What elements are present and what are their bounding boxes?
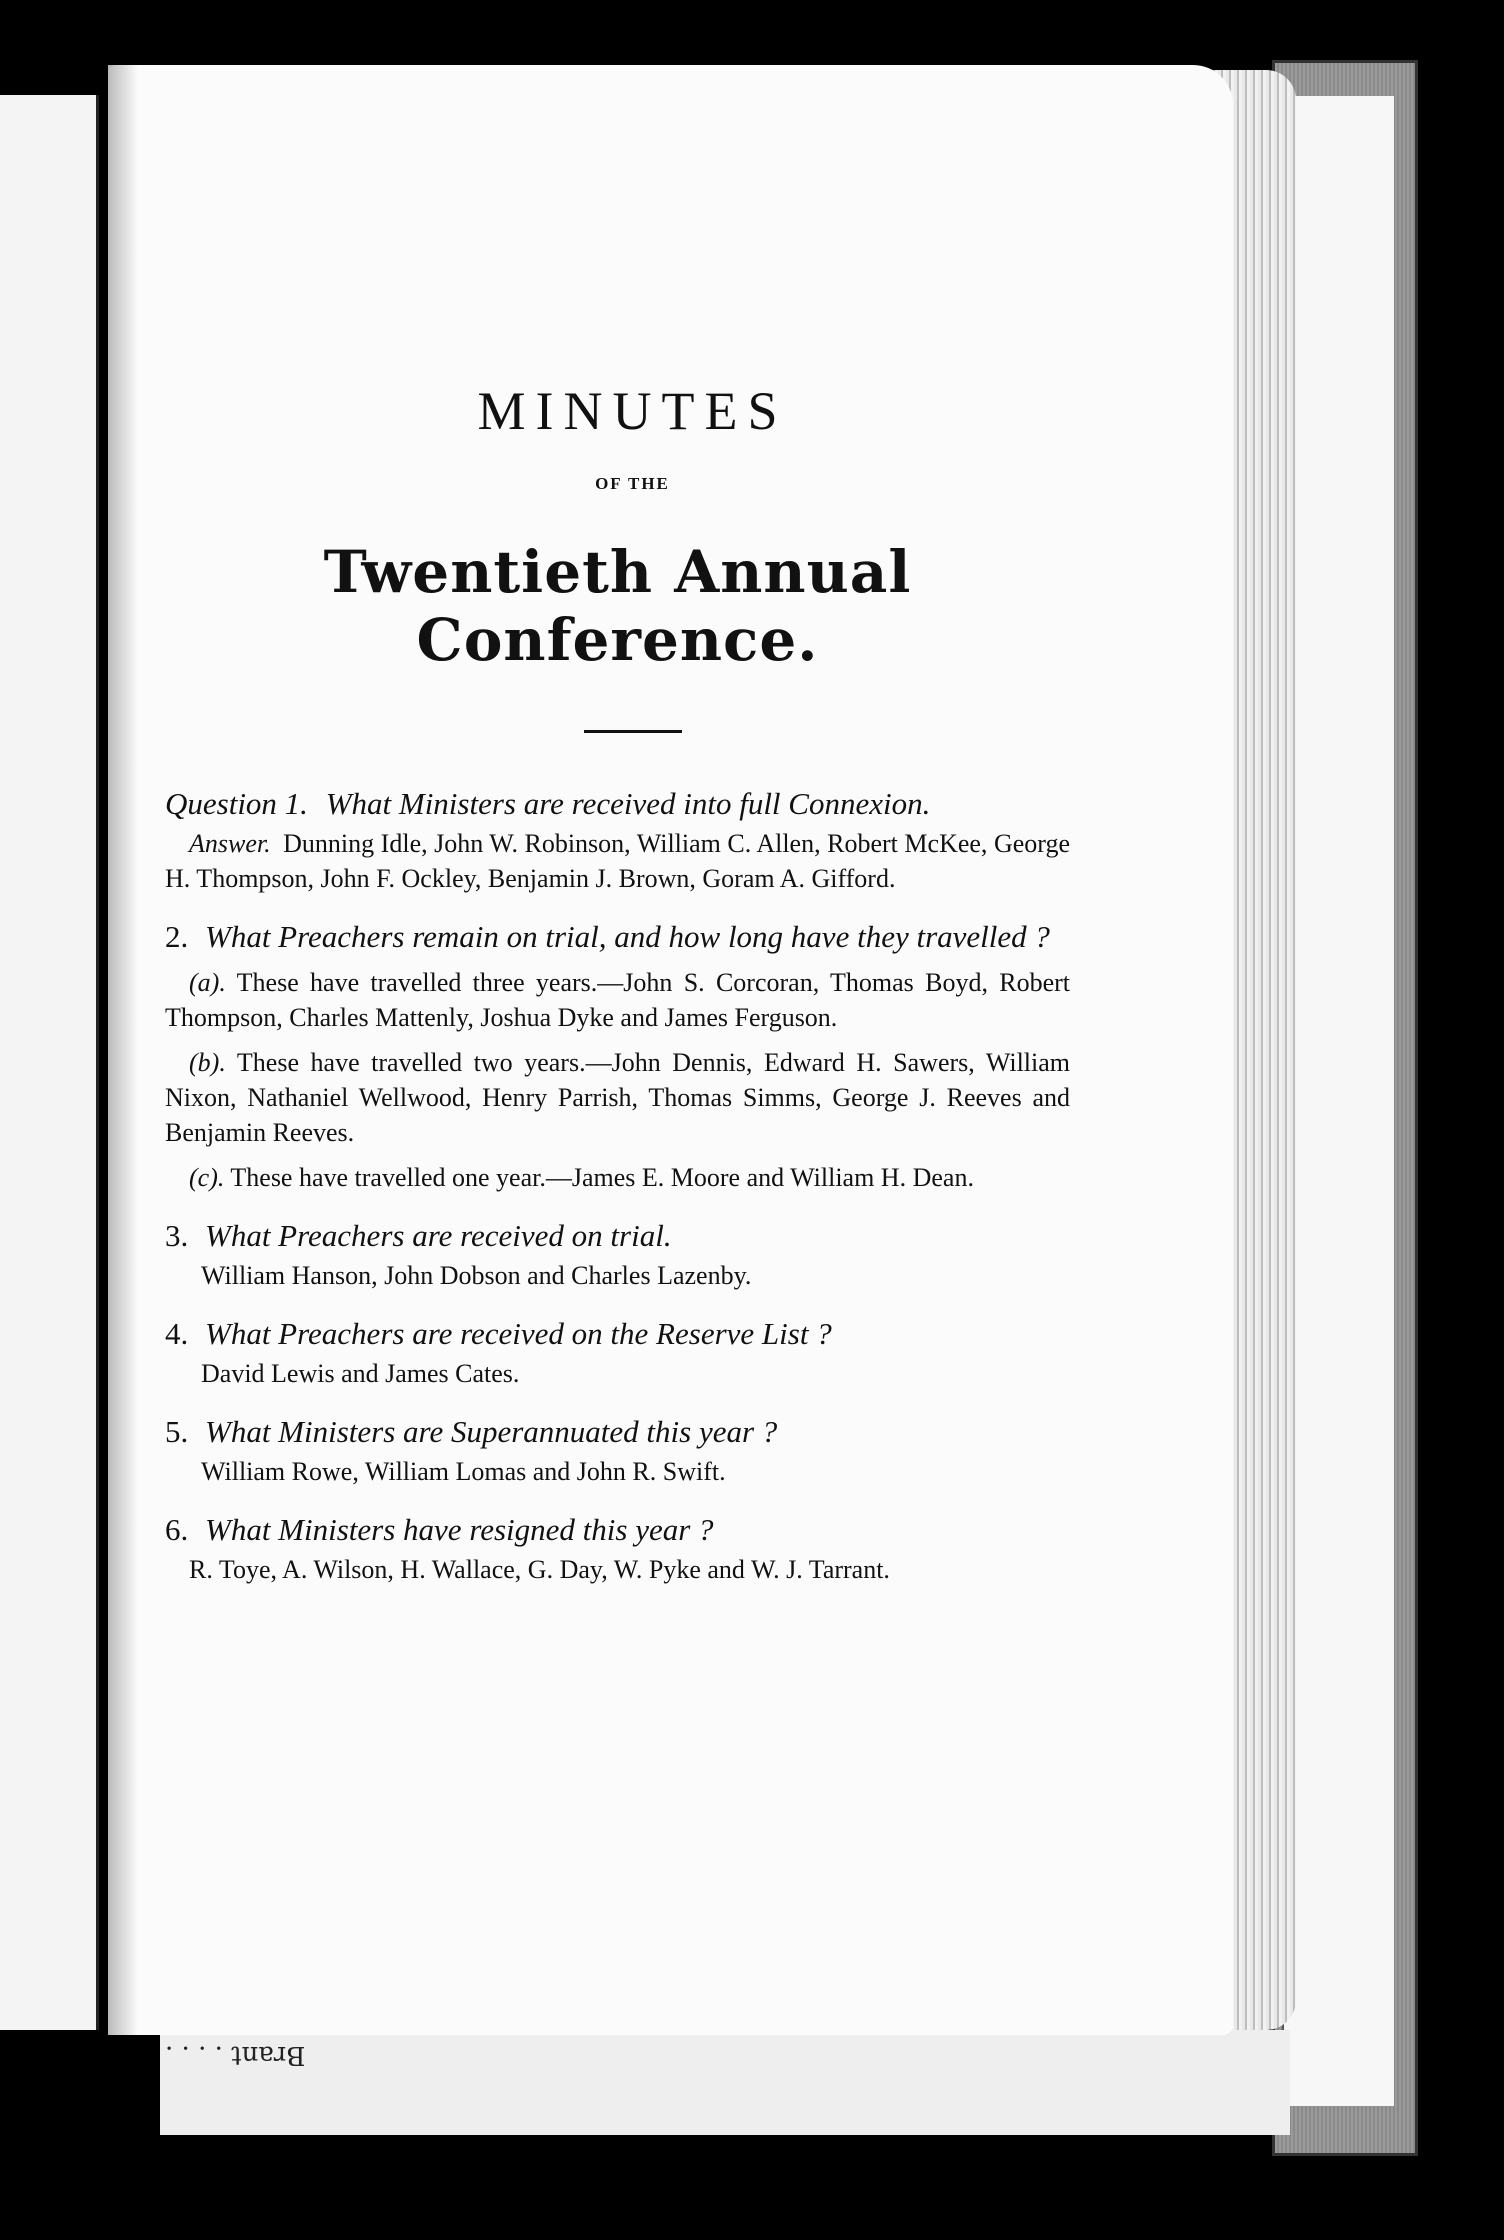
answer-text: David Lewis and James Cates. (201, 1359, 520, 1388)
question-text (165, 918, 1070, 955)
question-body: What Preachers remain on trial, and how long have they travelled ? (205, 919, 1050, 954)
question-lead: Question 1. (165, 786, 308, 821)
question-1 (165, 785, 1070, 896)
sub-answer-c (165, 1160, 1070, 1195)
question-body: What Ministers have resigned this year ? (205, 1512, 714, 1547)
question-number: 5. (165, 1414, 189, 1449)
question-text (165, 1315, 1070, 1352)
title-conference: Twentieth Annual Conference. (323, 538, 912, 674)
question-body: What Preachers are received on the Reserve List ? (205, 1316, 832, 1351)
question-text (165, 1511, 1070, 1548)
answer-text: William Hanson, John Dobson and Charles Lazenby. (201, 1261, 752, 1290)
sub-answer-a (165, 965, 1070, 1035)
sub-mark: (c). (189, 1163, 225, 1192)
spine-shadow (108, 65, 138, 2035)
answer-text (165, 826, 1070, 896)
question-number: 2. (165, 919, 189, 954)
answer-body: Dunning Idle, John W. Robinson, William C. Allen, Robert McKee, George H. Thompson, John F. Ockley, Benjamin J. Brown, Goram A. Gifford. (165, 829, 1071, 893)
sub-mark: (a). (189, 968, 226, 997)
page-content (165, 380, 1070, 1609)
underlying-page-strip (160, 2030, 1290, 2135)
sub-body: These have travelled three years.—John S. Corcoran, Thomas Boyd, Robert Thompson, Charles Mattenly, Joshua Dyke and James Ferguson. (165, 968, 1071, 1032)
sub-mark: (b). (189, 1048, 226, 1077)
question-body: What Ministers are Superannuated this year ? (205, 1414, 778, 1449)
question-3 (165, 1217, 1070, 1293)
question-text (165, 1413, 1070, 1450)
question-body: What Preachers are received on trial. (205, 1218, 672, 1253)
margin-label: Brant . . . . (165, 2040, 306, 2070)
question-number: 3. (165, 1218, 189, 1253)
divider-rule (584, 730, 682, 733)
facing-page-edge (0, 95, 99, 2030)
question-number: 6. (165, 1512, 189, 1547)
answer-text: R. Toye, A. Wilson, H. Wallace, G. Day, W. Pyke and W. J. Tarrant. (189, 1555, 890, 1584)
question-text (165, 1217, 1070, 1254)
sub-body: These have travelled two years.—John Dennis, Edward H. Sawers, William Nixon, Nathaniel Wellwood, Henry Parrish, Thomas Simms, George J. Reeves and Benjamin Reeves. (165, 1048, 1071, 1147)
question-text (165, 785, 1070, 822)
questions-list (165, 785, 1070, 1587)
question-4 (165, 1315, 1070, 1391)
sub-body: These have travelled one year.—James E. Moore and William H. Dean. (230, 1163, 974, 1192)
answer-text: William Rowe, William Lomas and John R. Swift. (201, 1457, 726, 1486)
question-5 (165, 1413, 1070, 1489)
question-2 (165, 918, 1070, 1195)
sub-answer-b (165, 1045, 1070, 1150)
question-number: 4. (165, 1316, 189, 1351)
answer-label: Answer. (189, 829, 271, 858)
title-minutes: MINUTES (477, 381, 788, 441)
endpaper (1282, 96, 1394, 2106)
question-6 (165, 1511, 1070, 1587)
question-body: What Ministers are received into full Connexion. (325, 786, 931, 821)
title-of-the: OF THE (595, 474, 670, 493)
